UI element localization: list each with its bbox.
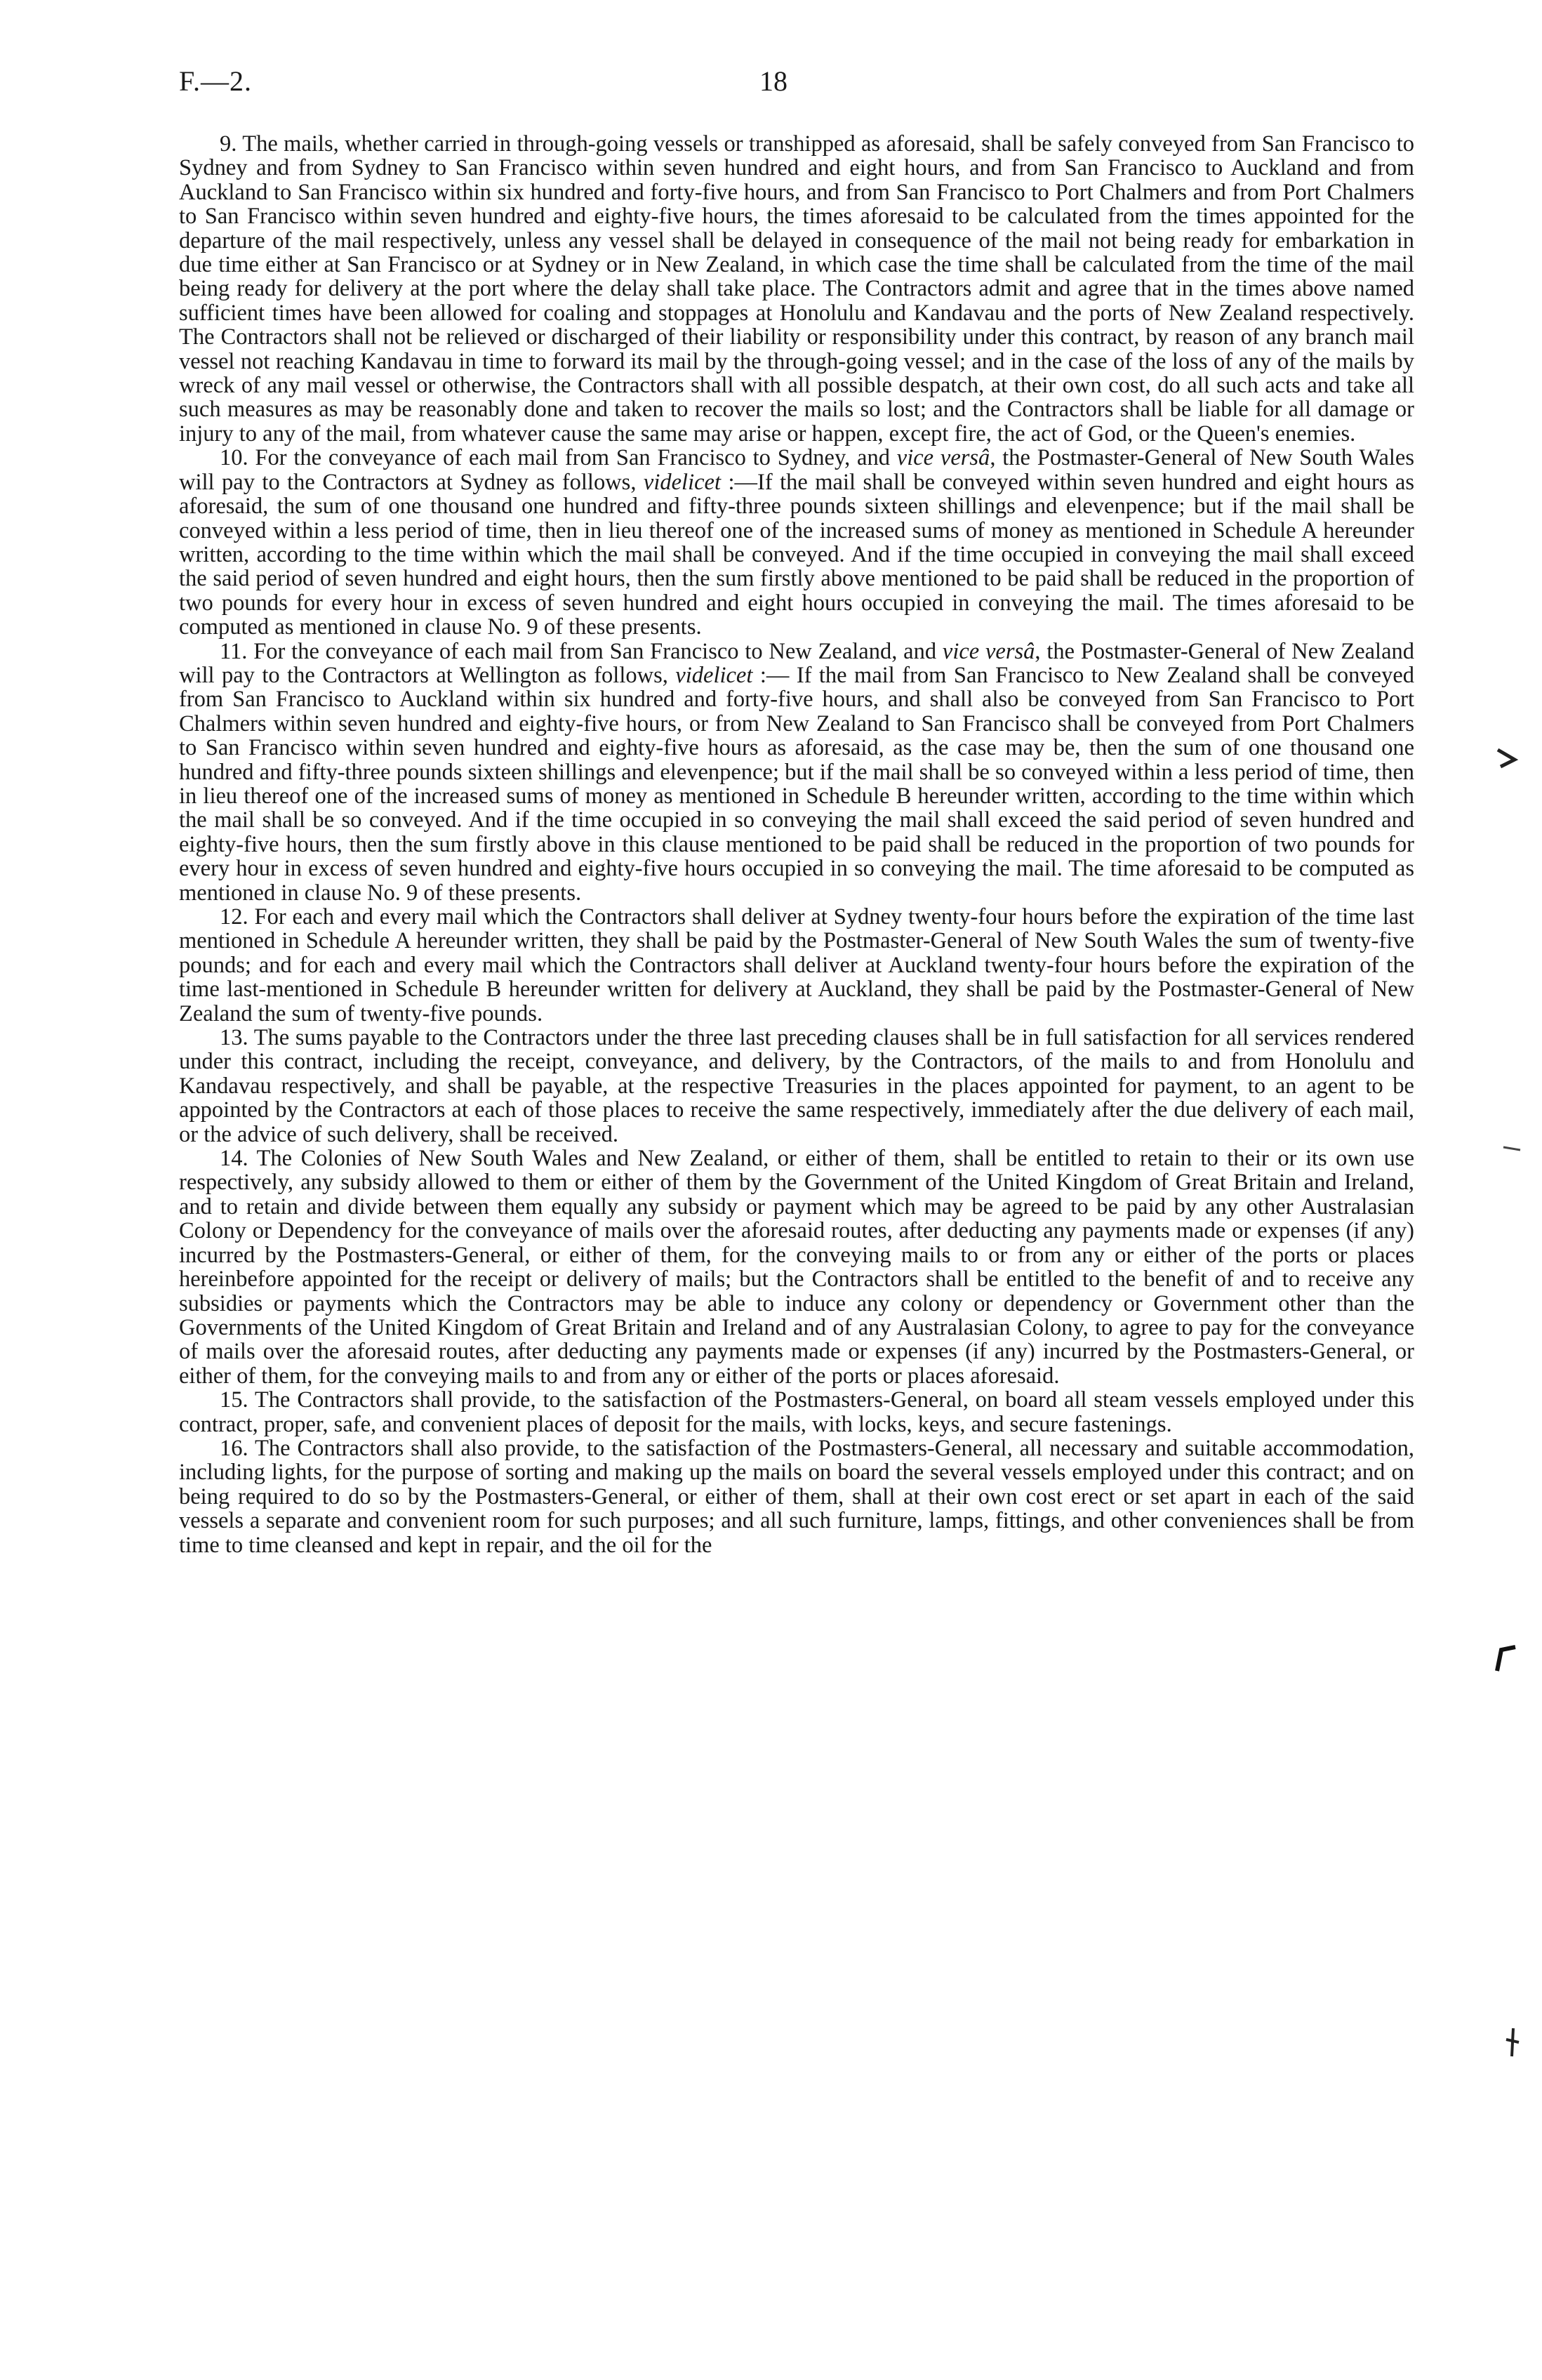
body-text	[179, 132, 1414, 1557]
clause-9: 9. The mails, whether carried in through-going vessels or transhipped as aforesaid, shall be safely conveyed from San Francisco to Sydney and from Sydney to San Francisco within seven hundred and eight hours, and from San Francisco to Auckland and from Auckland to San Francisco within six hundred and forty-five hours, and from San Francisco to Port Chalmers and from Port Chalmers to San Francisco within seven hundred and eighty-five hours, the times aforesaid to be calculated from the times appointed for the departure of the mail respectively, unless any vessel shall be delayed in consequence of the mail not being ready for embarkation in due time either at San Francisco or at Sydney or in New Zealand, in which case the time shall be calculated from the time of the mail being ready for delivery at the port where the delay shall take place. The Contractors admit and agree that in the times above named sufficient times have been allowed for coaling and stoppages at Honolulu and Kandavau and the ports of New Zealand respectively. The Contractors shall not be relieved or discharged of their liability or responsibility under this contract, by reason of any branch mail vessel not reaching Kandavau in time to forward its mail by the through-going vessel; and in the case of the loss of any of the mails by wreck of any mail vessel or otherwise, the Contractors shall with all possible despatch, at their own cost, do all such acts and take all such measures as may be reasonably done and taken to recover the mails so lost; and the Contractors shall be liable for all damage or injury to any of the mail, from whatever cause the same may arise or happen, except fire, the act of God, or the Queen's enemies.	[179, 131, 1414, 447]
clause-16: 16. The Contractors shall also provide, to the satisfaction of the Postmasters-General, all necessary and suitable accommodation, including lights, for the purpose of sorting and making up the mails on board the several vessels employed under this contract; and on being required to do so by the Postmasters-General, or either of them, shall at their own cost erect or set apart in each of the said vessels a separate and convenient room for such purposes; and all such furniture, lamps, fittings, and other conveniences shall be from time to time cleansed and kept in repair, and the oil for the	[179, 1435, 1414, 1558]
margin-mark	[1491, 1643, 1520, 1678]
clause-10: 10. For the conveyance of each mail from San Francisco to Sydney, and vice versâ, the Postmaster-General of New South Wales will pay to the Contractors at Sydney as follows, videlicet :—If the mail shall be conveyed within seven hundred and eight hours as aforesaid, the sum of one thousand one hundred and fifty-three pounds sixteen shillings and elevenpence; but if the mail shall be conveyed within a less period of time, then in lieu thereof one of the increased sums of money as mentioned in Schedule A hereunder written, according to the time within which the mail shall be conveyed. And if the time occupied in conveying the mail shall exceed the said period of seven hundred and eight hours, then the sum firstly above mentioned to be paid shall be reduced in the proportion of two pounds for every hour in excess of seven hundred and eight hours occupied in conveying the mail. The times aforesaid to be computed as mentioned in clause No. 9 of these presents.	[179, 445, 1414, 640]
margin-mark	[1494, 744, 1522, 772]
margin-mark	[1502, 1144, 1523, 1154]
clause-14: 14. The Colonies of New South Wales and New Zealand, or either of them, shall be entitled to retain to their or its own use respectively, any subsidy allowed to them or either of them by the Government of the United Kingdom of Great Britain and Ireland, and to retain and divide between them equally any subsidy or payment which may be agreed to be paid by any other Australasian Colony or Dependency for the conveyance of mails over the aforesaid routes, after deducting any payments made or expenses (if any) incurred by the Postmasters-General, or either of them, for the conveying mails to or from any or either of the ports or places hereinbefore appointed for the receipt or delivery of mails; but the Contractors shall be entitled to the benefit of and to receive any subsidies or payments which the Contractors may be able to induce any colony or dependency or Government other than the Governments of the United Kingdom of Great Britain and Ireland and of any Australasian Colony, to agree to pay for the conveyance of mails over the aforesaid routes, after deducting any payments made or expenses (if any) incurred by the Postmasters-General, or either of them, for the conveying mails to and from any or either of the ports or places aforesaid.	[179, 1146, 1414, 1389]
clause-13: 13. The sums payable to the Contractors under the three last preceding clauses shall be in full satisfaction for all services rendered under this contract, including the receipt, conveyance, and delivery, by the Contractors, of the mails to and from Honolulu and Kandavau respectively, and shall be payable, at the respective Treasuries in the places appointed for payment, to an agent to be appointed by the Contractors at each of those places to receive the same respectively, immediately after the due delivery of each mail, or the advice of such delivery, shall be received.	[179, 1025, 1414, 1147]
page-number: 18	[759, 65, 787, 97]
clause-12: 12. For each and every mail which the Contractors shall deliver at Sydney twenty-four hours before the expiration of the time last mentioned in Schedule A hereunder written, they shall be paid by the Postmaster-General of New South Wales the sum of twenty-five pounds; and for each and every mail which the Contractors shall deliver at Auckland twenty-four hours before the expiration of the time last-mentioned in Schedule B hereunder written for delivery at Auckland, they shall be paid by the Postmaster-General of New Zealand the sum of twenty-five pounds.	[179, 904, 1414, 1026]
document-reference: F.—2.	[179, 65, 253, 97]
clause-11: 11. For the conveyance of each mail from San Francisco to New Zealand, and vice versâ, the Postmaster-General of New Zealand will pay to the Contractors at Wellington as follows, videlicet :— If the mail from San Francisco to New Zealand shall be conveyed from San Francisco to Auckland within six hundred and forty-five hours, and shall also be conveyed from San Francisco to Port Chalmers within seven hundred and eighty-five hours, or from New Zealand to San Francisco shall be conveyed from Port Chalmers to San Francisco within seven hundred and eighty-five hours as aforesaid, as the case may be, then the sum of one thousand one hundred and fifty-three pounds sixteen shillings and elevenpence; but if the mail shall be so conveyed within a less period of time, then in lieu thereof one of the increased sums of money as mentioned in Schedule B hereunder written, according to the time within which the mail shall be so conveyed. And if the time occupied in so conveying the mail shall exceed the said period of seven hundred and eighty-five hours, then the sum firstly above in this clause mentioned to be paid shall be reduced in the proportion of two pounds for every hour in excess of seven hundred and eighty-five hours occupied in so conveying the mail. The time aforesaid to be computed as mentioned in clause No. 9 of these presents.	[179, 638, 1415, 906]
clause-15: 15. The Contractors shall provide, to the satisfaction of the Postmasters-General, on board all steam vessels employed under this contract, proper, safe, and convenient places of deposit for the mails, with locks, keys, and secure fastenings.	[179, 1387, 1414, 1437]
page-header	[179, 65, 1414, 107]
margin-mark	[1502, 2025, 1523, 2061]
